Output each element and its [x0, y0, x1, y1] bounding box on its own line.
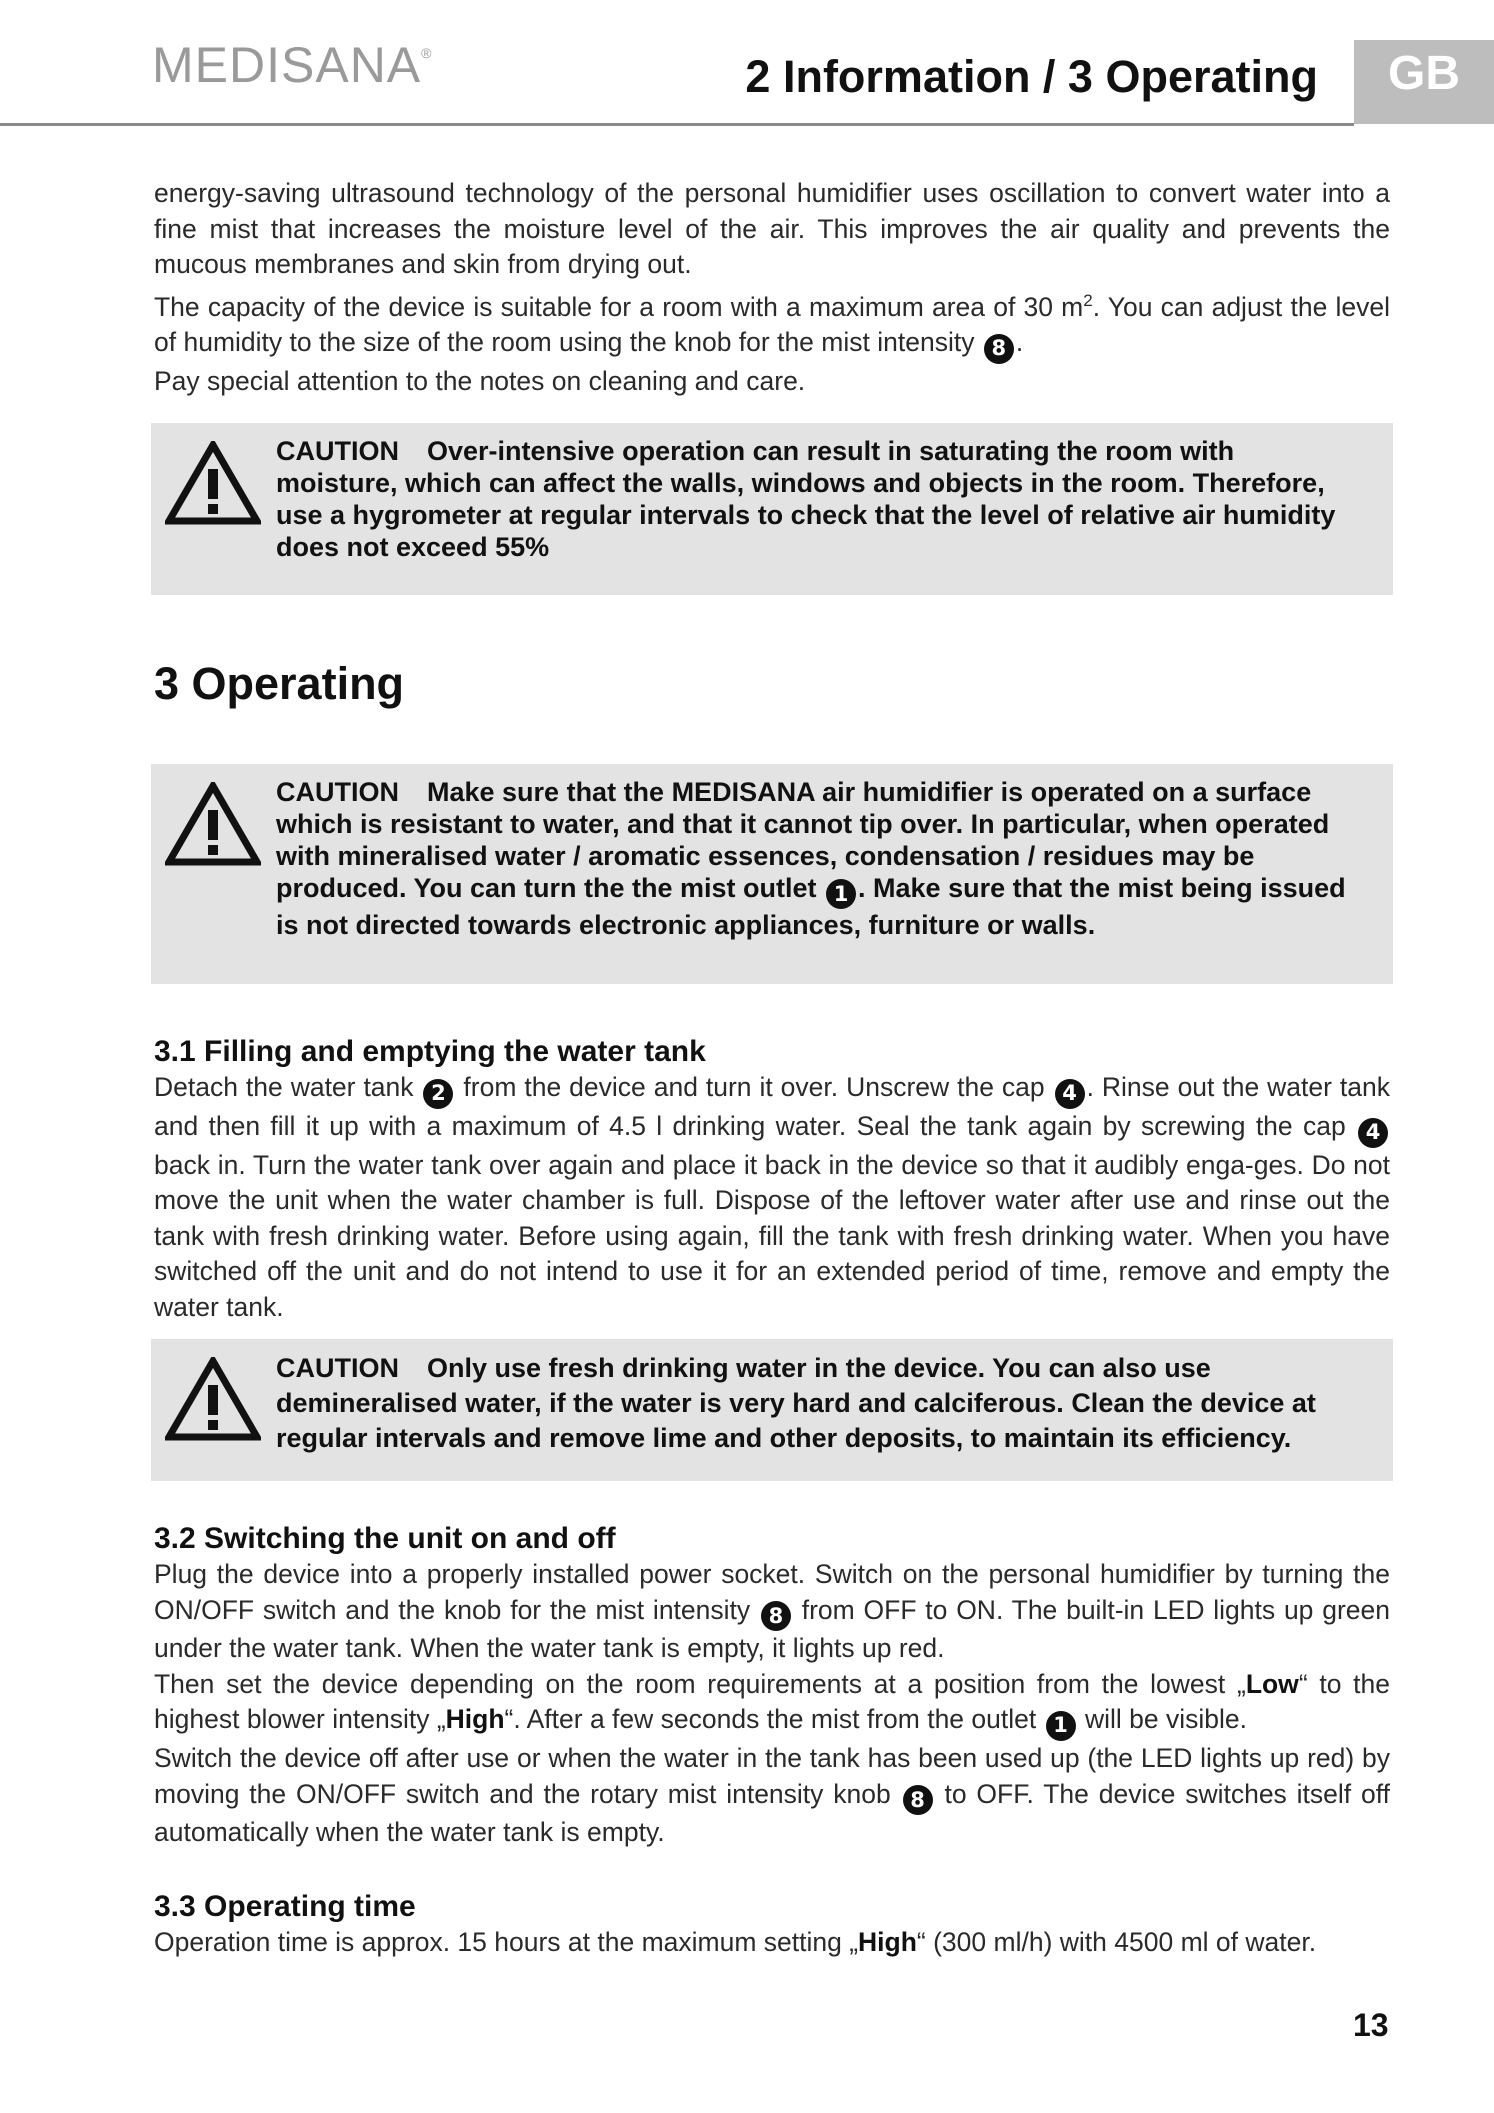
body-text: to OFF. The device switches itself off automatically when the water tank is empty.	[154, 1778, 1390, 1848]
subsection-paragraph	[154, 1070, 1390, 1325]
caution-text	[276, 1351, 1353, 1456]
reference-number-badge: 4	[1358, 1118, 1388, 1148]
warning-triangle-icon	[165, 1357, 261, 1441]
superscript: 2	[1083, 290, 1093, 310]
caution-box	[151, 1339, 1393, 1481]
brand-name: MEDISANA	[152, 37, 422, 93]
caution-message: Only use fresh drinking water in the device. You can also use demineralised water, if the water is very hard and calciferous. Clean the device at regular intervals and remove lime and other deposits, to maintain its efficiency.	[276, 1353, 1316, 1454]
subsection-paragraph	[154, 1557, 1390, 1667]
body-text: Then set the device depending on the room requirements at a position from the lowest „	[154, 1668, 1246, 1699]
caution-box	[151, 423, 1393, 595]
reference-number-badge: 2	[423, 1079, 453, 1109]
subsection-title: 3.2 Switching the unit on and off	[154, 1522, 616, 1556]
warning-triangle-icon	[165, 782, 261, 866]
body-text: from the device and turn it over. Unscrew the cap	[455, 1072, 1053, 1103]
warning-triangle-icon	[165, 441, 261, 525]
subsection-paragraph	[154, 1667, 1390, 1741]
setting-low: Low	[1245, 1668, 1299, 1699]
setting-high: High	[445, 1704, 505, 1735]
intro-paragraph-2	[154, 283, 1390, 364]
subsection-title: 3.1 Filling and emptying the water tank	[154, 1035, 706, 1069]
caution-text	[276, 776, 1353, 941]
intro-paragraph-3: Pay special attention to the notes on cleaning and care.	[154, 365, 806, 396]
header-title: 2 Information / 3 Operating	[745, 51, 1318, 102]
caution-label: CAUTION	[276, 436, 399, 467]
registered-mark: ®	[421, 45, 433, 61]
page-header	[0, 0, 1494, 125]
body-text: . Rinse out the water tank and then fill it up with a maximum of 4.5 l drinking water. Seal the tank again by screwing the cap	[154, 1072, 1390, 1141]
language-tab: GB	[1354, 40, 1494, 124]
section-title: 3 Operating	[154, 658, 405, 710]
page-content	[154, 176, 1390, 1960]
subsection-paragraph	[154, 1741, 1390, 1851]
body-text: “. After a few seconds the mist from the outlet	[504, 1704, 1044, 1735]
intro-paragraph-1: energy-saving ultrasound technology of the personal humidifier uses oscillation to convert water into a fine mist that increases the moisture level of the air. This improves the air quality and prevents the mucous membranes and skin from drying out.	[154, 178, 1390, 279]
reference-number-badge: 4	[1055, 1079, 1085, 1109]
caution-message: Over-intensive operation can result in saturating the room with moisture, which can affect the walls, windows and objects in the room. Therefore, use a hygrometer at regular intervals to check that the level of relative air humidity does not exceed 55%	[276, 436, 1336, 563]
body-text: Switch the device off after use or when the water in the tank has been used up (the LED lights up red) by moving the ON/OFF switch and the rotary mist intensity knob	[154, 1743, 1390, 1809]
body-text: Plug the device into a properly installed power socket. Switch on the personal humidifier by turning the ON/OFF switch and the knob for the mist intensity	[154, 1559, 1390, 1625]
body-text: will be visible.	[1077, 1704, 1247, 1735]
intro-text: . You can adjust the level of humidity to the size of the room using the knob for the mist intensity	[154, 291, 1390, 357]
page-number: 13	[1353, 2007, 1389, 2043]
caution-message: Make sure that the MEDISANA air humidifier is operated on a surface which is resistant to water, and that it cannot tip over. In particular, when operated with mineralised water / aromatic essences, condensation / residues may be produced. You can turn the the mist outlet	[276, 777, 1330, 904]
body-text: Detach the water tank	[154, 1072, 422, 1103]
reference-number-badge: 8	[984, 334, 1014, 364]
intro-text: The capacity of the device is suitable for a room with a maximum area of 30 m	[154, 291, 1084, 322]
brand-logo	[152, 37, 433, 93]
subsection-paragraph	[154, 1925, 1390, 1961]
caution-text	[276, 435, 1353, 563]
subsection-title: 3.3 Operating time	[154, 1889, 416, 1923]
reference-number-badge: 1	[1046, 1711, 1076, 1741]
caution-message: . Make sure that the mist being issued is not directed towards electronic appliances, furniture or walls.	[276, 873, 1346, 941]
body-text: “ to the highest blower intensity „	[154, 1668, 1390, 1735]
header-divider	[0, 123, 1354, 126]
reference-number-badge: 1	[826, 879, 856, 909]
reference-number-badge: 8	[761, 1601, 791, 1631]
caution-box	[151, 764, 1393, 984]
body-text: Operation time is approx. 15 hours at the maximum setting „	[154, 1926, 859, 1957]
body-text: “ (300 ml/h) with 4500 ml of water.	[916, 1926, 1317, 1957]
setting-high: High	[858, 1926, 917, 1957]
reference-number-badge: 8	[903, 1785, 933, 1815]
body-text: from OFF to ON. The built-in LED lights up green under the water tank. When the water tank is empty, it lights up red.	[154, 1594, 1390, 1664]
body-text: back in. Turn the water tank over again and place it back in the device so that it audibly enga-ges. Do not move the unit when the water chamber is full. Dispose of the leftover water after use and rinse out the tank with fresh drinking water. Before using again, fill the tank with fresh drinking water. When you have switched off the unit and do not intend to use it for an extended period of time, remove and empty the water tank.	[154, 1149, 1390, 1322]
intro-text: .	[1015, 326, 1024, 357]
caution-label: CAUTION	[276, 1353, 399, 1384]
caution-label: CAUTION	[276, 777, 399, 808]
